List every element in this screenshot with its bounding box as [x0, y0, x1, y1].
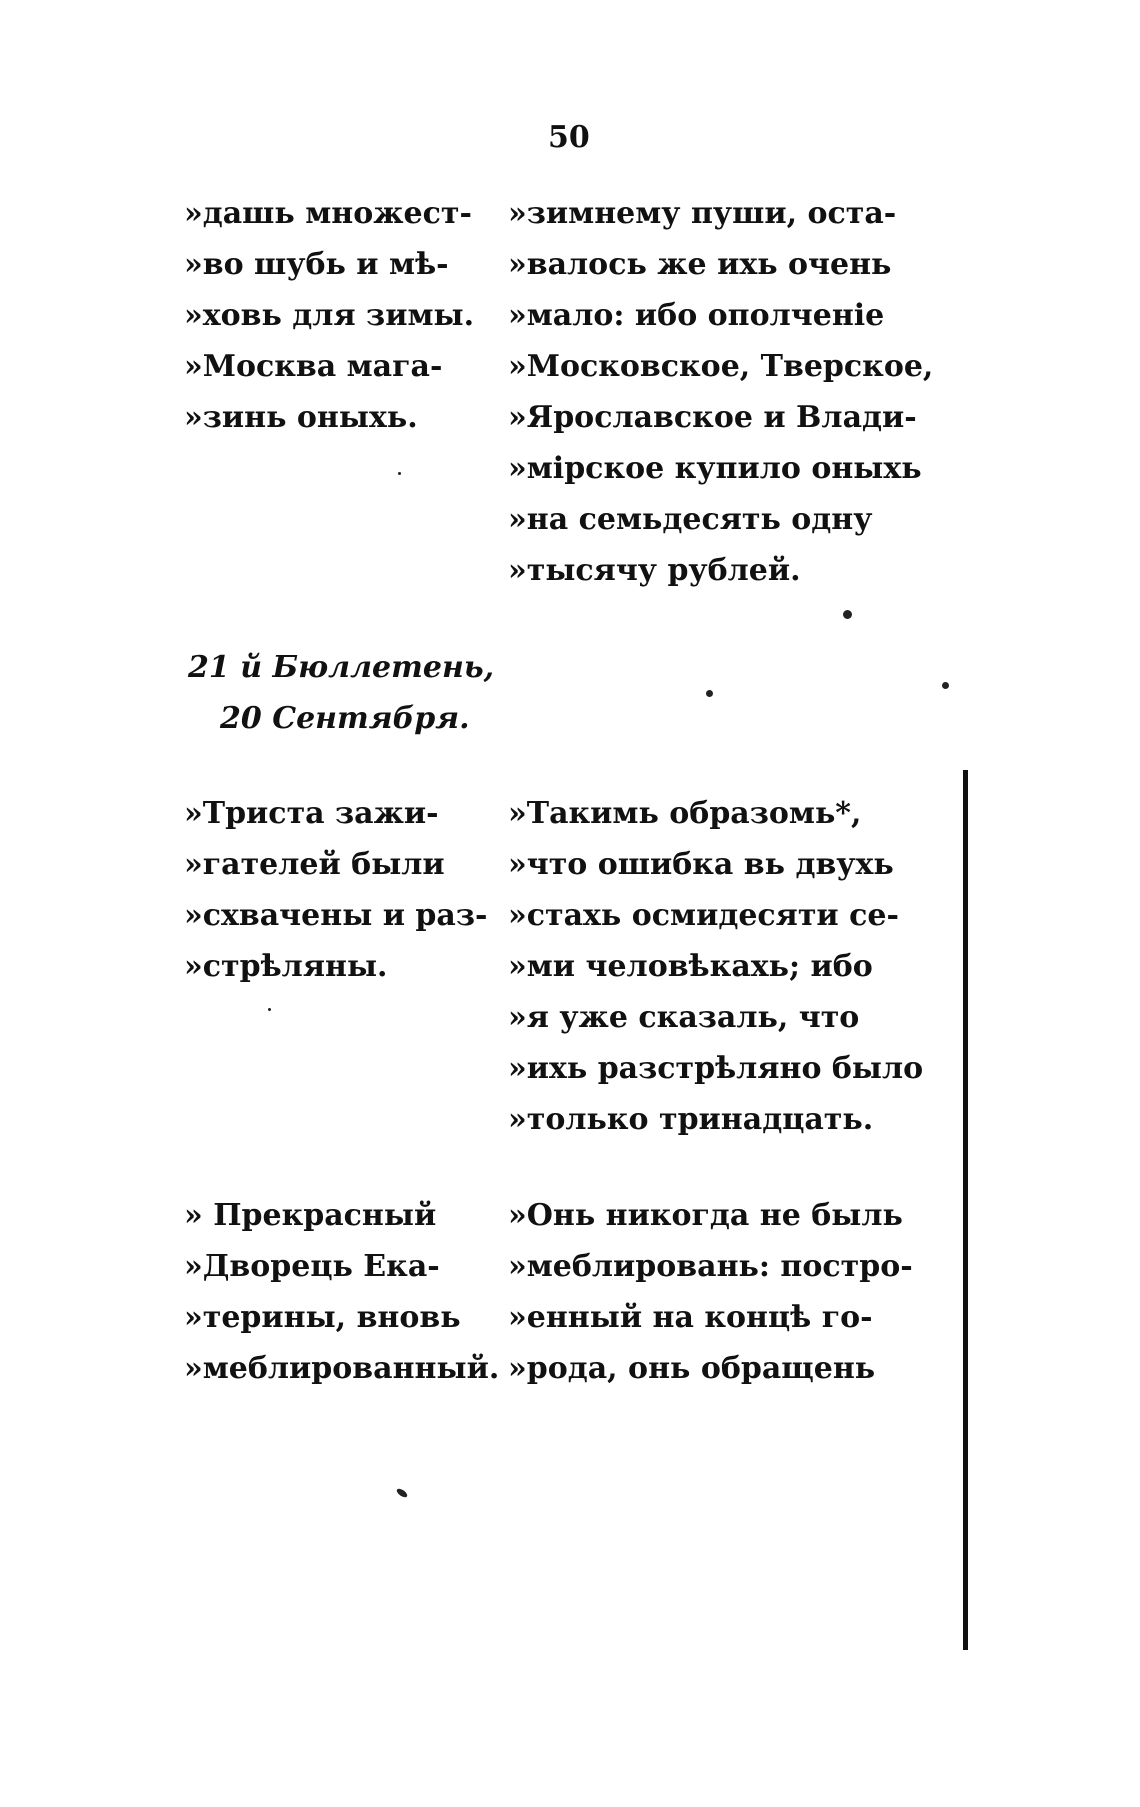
text-line: »стахь осмидесяти се-: [508, 898, 899, 933]
text-line: »во шубь и мѣ-: [184, 247, 449, 282]
text-line: »на семьдесять одну: [508, 502, 873, 537]
ink-speck: [395, 1487, 408, 1499]
text-line: »валось же ихь очень: [508, 247, 892, 282]
margin-rule: [963, 770, 968, 1650]
bulletin-date: 20 Сентября.: [220, 701, 470, 736]
block3-right-column: [508, 1190, 948, 1394]
text-line: »зимнему пуши, оста-: [508, 196, 897, 231]
text-line: »Триста зажи-: [184, 796, 439, 831]
block2-left-column: [184, 788, 494, 992]
text-line: »я уже сказаль, что: [508, 1000, 860, 1035]
bulletin-title: 21 й Бюллетень,: [188, 650, 495, 685]
text-line: »стрѣляны.: [184, 949, 388, 984]
text-line: »Ярославское и Влади-: [508, 400, 917, 435]
text-line: »мірское купило оныхь: [508, 451, 922, 486]
block3-left-column: [184, 1190, 500, 1394]
text-line: »дашь множест-: [184, 196, 472, 231]
bulletin-heading: [188, 642, 494, 744]
text-line: »терины, вновь: [184, 1300, 461, 1335]
ink-speck: [398, 472, 401, 475]
text-line: »ми человѣкахь; ибо: [508, 949, 873, 984]
text-line: »Москва мага-: [184, 349, 443, 384]
text-line: »меблировань: постро-: [508, 1249, 913, 1284]
text-line: »Такимь образомь*,: [508, 796, 862, 831]
text-line: »только тринадцать.: [508, 1102, 874, 1137]
text-line: »енный на концѣ го-: [508, 1300, 873, 1335]
text-line: »ховь для зимы.: [184, 298, 475, 333]
text-line: »меблированный.: [184, 1351, 500, 1386]
text-line: »что ошибка вь двухь: [508, 847, 894, 882]
block1-left-column: [184, 188, 494, 443]
text-line: »зинь оныхь.: [184, 400, 418, 435]
text-line: » Прекрасный: [184, 1198, 437, 1233]
text-line: »рода, онь обращень: [508, 1351, 876, 1386]
text-line: »схвачены и раз-: [184, 898, 488, 933]
text-line: »Онь никогда не быль: [508, 1198, 903, 1233]
ink-speck: [942, 682, 949, 689]
text-line: »Дворець Ека-: [184, 1249, 440, 1284]
text-line: »мало: ибо ополченіе: [508, 298, 885, 333]
ink-speck: [706, 690, 713, 697]
text-line: »Московское, Тверское,: [508, 349, 934, 384]
text-line: »тысячу рублей.: [508, 553, 801, 588]
page-number: 50: [548, 120, 590, 155]
ink-speck: [843, 610, 852, 619]
ink-speck: [268, 1008, 271, 1011]
block2-right-column: [508, 788, 948, 1145]
text-line: »ихь разстрѣляно было: [508, 1051, 924, 1086]
block1-right-column: [508, 188, 948, 596]
text-line: »гателей были: [184, 847, 445, 882]
